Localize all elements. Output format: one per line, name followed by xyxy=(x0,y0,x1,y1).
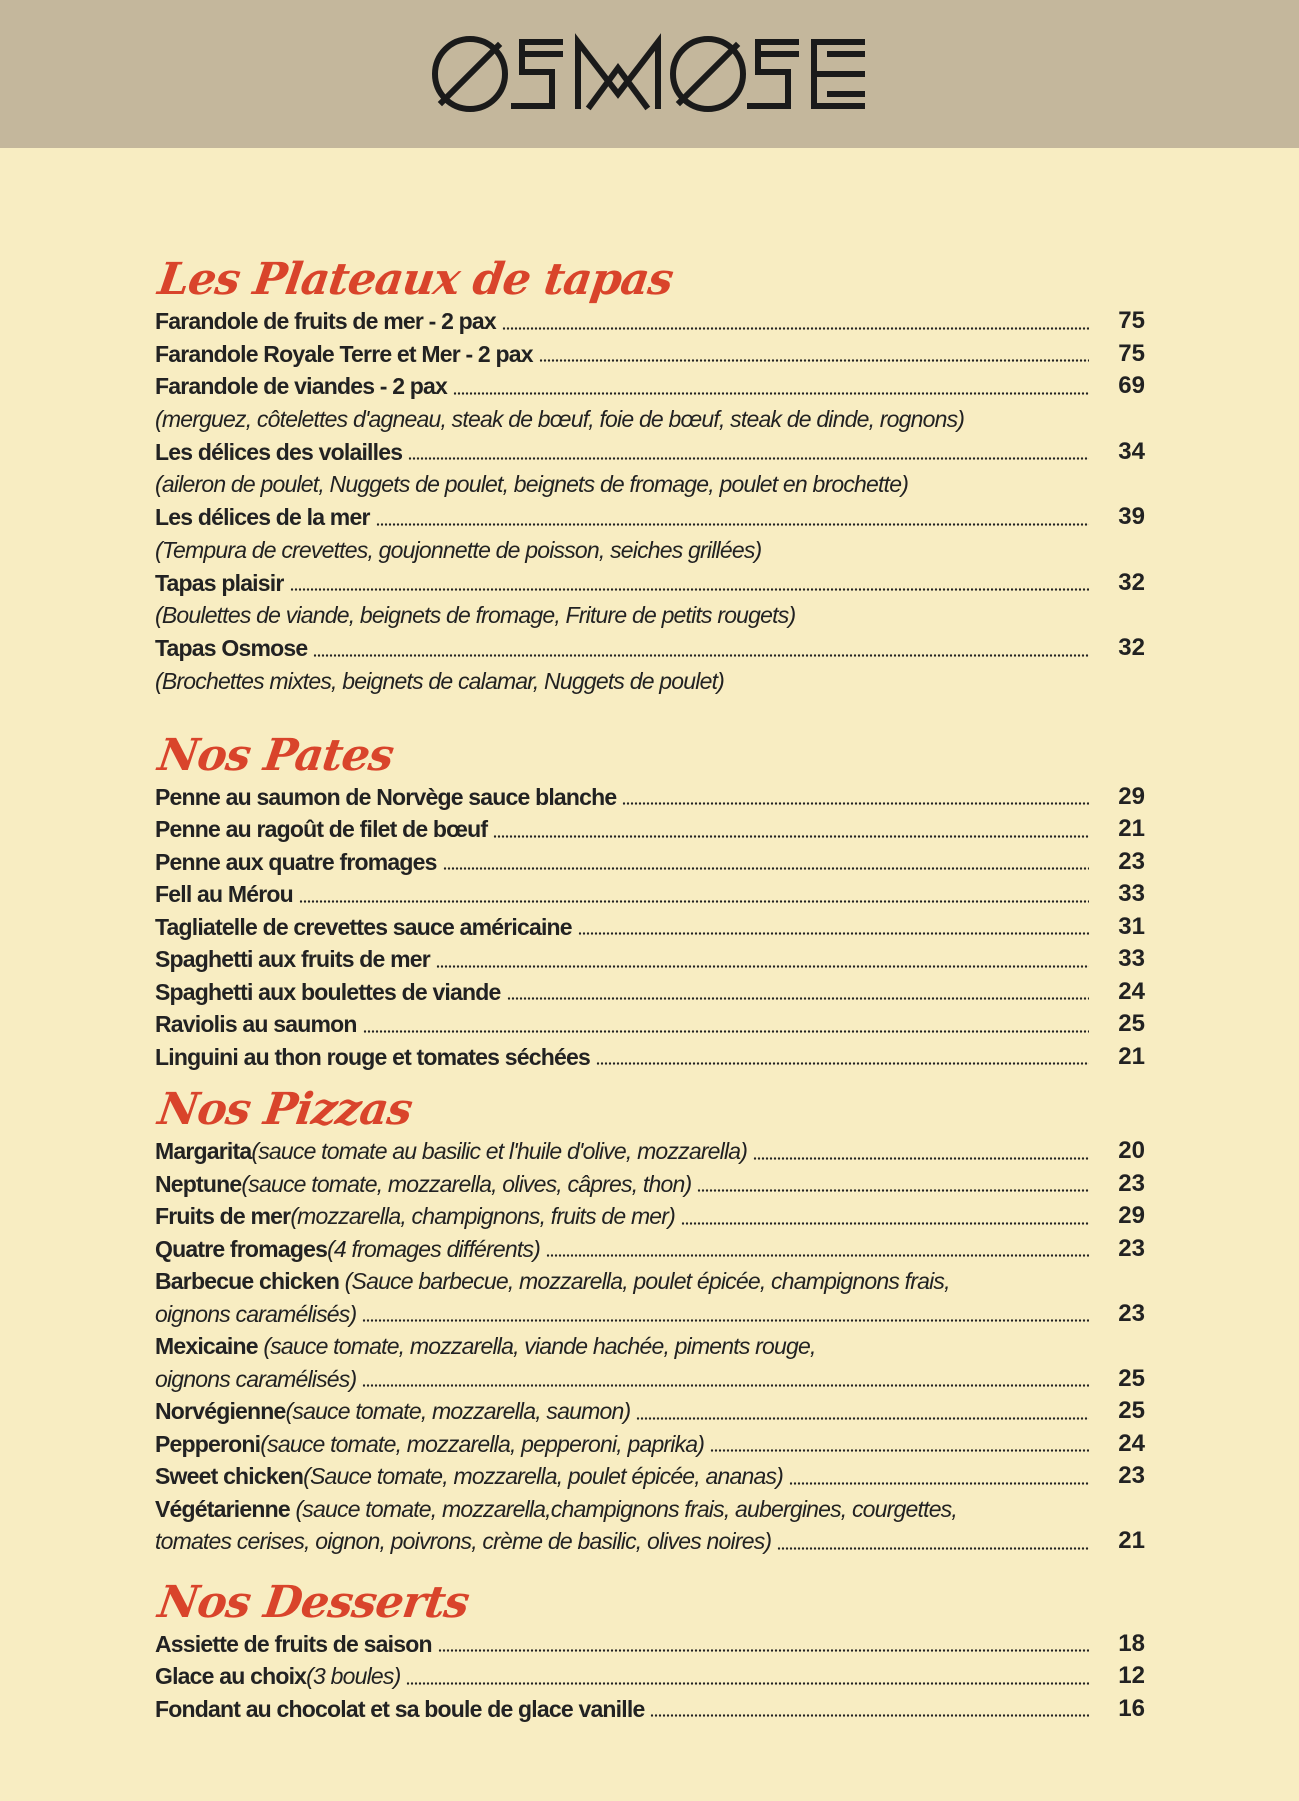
item-description: (sauce tomate, mozzarella, saumon) xyxy=(285,1398,631,1424)
item-name: Fruits de mer xyxy=(155,1203,291,1229)
menu-item xyxy=(155,878,1145,911)
dot-leader xyxy=(313,654,1089,657)
dot-leader xyxy=(408,457,1089,460)
item-price: 29 xyxy=(1118,1202,1145,1229)
dot-leader xyxy=(539,359,1089,362)
item-name: Fondant au chocolat et sa boule de glace vanille xyxy=(155,1695,645,1722)
menu-item xyxy=(155,1200,1145,1233)
item-price: 69 xyxy=(1118,372,1145,399)
item-name: Farandole de viandes - 2 pax xyxy=(155,373,448,399)
item-name: Sweet chicken xyxy=(155,1463,304,1489)
menu-item xyxy=(155,1493,1145,1526)
menu-item-continued xyxy=(155,1363,1145,1396)
item-description: (Boulettes de viande, beignets de fromage, Friture de petits rougets) xyxy=(155,602,796,628)
menu-item xyxy=(155,1008,1145,1041)
menu-item xyxy=(155,846,1145,879)
item-description: (sauce tomate, mozzarella, pepperoni, paprika) xyxy=(260,1430,705,1457)
item-price: 29 xyxy=(1118,782,1145,810)
dot-leader xyxy=(363,1030,1089,1033)
item-name: Quatre fromages xyxy=(155,1235,328,1262)
item-name: Assiette de fruits de saison xyxy=(155,1630,432,1657)
item-name: Penne au ragoût de filet de bœuf xyxy=(155,816,488,842)
item-name: Les délices des volailles xyxy=(155,438,403,465)
menu-item xyxy=(155,911,1145,944)
menu-item xyxy=(155,1330,1145,1363)
item-description: (mozzarella, champignons, fruits de mer) xyxy=(290,1203,676,1229)
section-title-desserts: Nos Desserts xyxy=(155,1576,472,1628)
item-name: Raviolis au saumon xyxy=(155,1011,357,1037)
item-description: oignons caramélisés) xyxy=(155,1365,357,1392)
menu-item xyxy=(155,943,1145,976)
item-price: 24 xyxy=(1118,1429,1145,1457)
menu-item xyxy=(155,1041,1145,1074)
item-price: 33 xyxy=(1118,880,1145,907)
menu-item xyxy=(155,1135,1145,1168)
dot-leader xyxy=(299,900,1089,903)
item-price: 34 xyxy=(1118,437,1145,465)
menu-item xyxy=(155,1265,1145,1298)
dot-leader xyxy=(753,1157,1089,1160)
dot-leader xyxy=(453,392,1089,395)
item-price: 25 xyxy=(1118,1397,1145,1424)
menu-item xyxy=(155,338,1145,371)
dot-leader xyxy=(376,523,1089,526)
item-price: 23 xyxy=(1118,1462,1145,1489)
menu-item xyxy=(155,436,1145,469)
item-name: Tapas plaisir xyxy=(155,569,284,596)
item-price: 21 xyxy=(1118,1527,1145,1554)
item-description: (4 fromages différents) xyxy=(327,1235,541,1262)
dot-leader xyxy=(650,1714,1089,1717)
item-name: Penne au saumon de Norvège sauce blanche xyxy=(155,783,617,810)
menu-item xyxy=(155,501,1145,534)
item-description: (Tempura de crevettes, goujonnette de poisson, seiches grillées) xyxy=(155,536,762,563)
item-price: 31 xyxy=(1118,912,1145,940)
item-price: 16 xyxy=(1118,1694,1145,1722)
dot-leader xyxy=(596,1062,1089,1065)
menu-item xyxy=(155,976,1145,1009)
item-name: Farandole Royale Terre et Mer - 2 pax xyxy=(155,340,533,367)
section-title-pizzas: Nos Pizzas xyxy=(155,1084,415,1135)
pizzas-list xyxy=(155,1135,1145,1558)
item-name: Fell au Mérou xyxy=(155,881,293,907)
dot-leader xyxy=(697,1189,1089,1192)
dot-leader xyxy=(789,1482,1089,1485)
item-description: (Sauce barbecue, mozzarella, poulet épicée, champignons frais, xyxy=(344,1268,950,1294)
menu-item-continued xyxy=(155,1525,1145,1558)
item-description: tomates cerises, oignon, poivrons, crème de basilic, olives noires) xyxy=(155,1528,772,1554)
item-price: 32 xyxy=(1118,568,1145,596)
item-price: 33 xyxy=(1118,945,1145,972)
menu-item-continued xyxy=(155,1298,1145,1331)
item-price: 23 xyxy=(1118,847,1145,875)
section-title-plateaux: Les Plateaux de tapas xyxy=(155,254,676,305)
menu-item xyxy=(155,813,1145,846)
item-price: 23 xyxy=(1118,1169,1145,1197)
item-price: 21 xyxy=(1118,815,1145,842)
menu-item xyxy=(155,567,1145,600)
menu-item xyxy=(155,1233,1145,1266)
dot-leader xyxy=(362,1384,1089,1387)
dot-leader xyxy=(436,965,1089,968)
dot-leader xyxy=(710,1449,1089,1452)
menu-item xyxy=(155,1628,1145,1661)
item-name: Spaghetti aux fruits de mer xyxy=(155,946,430,972)
item-description: (sauce tomate au basilic et l'huile d'olive, mozzarella) xyxy=(251,1138,748,1164)
item-description: (Sauce tomate, mozzarella, poulet épicée, ananas) xyxy=(303,1463,783,1489)
menu-item xyxy=(155,781,1145,814)
item-price: 25 xyxy=(1118,1364,1145,1392)
menu-item xyxy=(155,1428,1145,1461)
dot-leader xyxy=(636,1417,1089,1420)
dot-leader xyxy=(406,1682,1089,1685)
item-price: 25 xyxy=(1118,1010,1145,1037)
item-price: 23 xyxy=(1118,1299,1145,1327)
dot-leader xyxy=(493,835,1089,838)
item-price: 75 xyxy=(1118,307,1145,334)
dot-leader xyxy=(622,802,1089,805)
item-name: Spaghetti aux boulettes de viande xyxy=(155,978,501,1005)
menu-item xyxy=(155,632,1145,665)
item-name: Mexicaine xyxy=(155,1333,258,1359)
osmose-logo xyxy=(430,24,870,124)
section-title-pates: Nos Pates xyxy=(155,729,397,781)
item-name: Neptune xyxy=(155,1170,242,1197)
item-name: Les délices de la mer xyxy=(155,504,370,530)
menu-item xyxy=(155,1395,1145,1428)
dot-leader xyxy=(502,327,1089,330)
item-price: 32 xyxy=(1118,634,1145,661)
item-price: 21 xyxy=(1118,1042,1145,1070)
menu-content xyxy=(155,255,1145,1725)
item-description: (merguez, côtelettes d'agneau, steak de bœuf, foie de bœuf, steak de dinde, rognons) xyxy=(155,405,965,432)
dot-leader xyxy=(362,1319,1089,1322)
item-description: (sauce tomate, mozzarella,champignons frais, aubergines, courgettes, xyxy=(295,1495,957,1522)
item-description: (Brochettes mixtes, beignets de calamar, Nuggets de poulet) xyxy=(155,667,725,694)
dot-leader xyxy=(438,1649,1089,1652)
dot-leader xyxy=(777,1547,1089,1550)
dot-leader xyxy=(290,588,1089,591)
menu-item xyxy=(155,1693,1145,1726)
item-name: Tagliatelle de crevettes sauce américaine xyxy=(155,913,572,940)
menu-item xyxy=(155,370,1145,403)
dot-leader xyxy=(443,867,1089,870)
item-description: oignons caramélisés) xyxy=(155,1300,357,1327)
item-description: (aileron de poulet, Nuggets de poulet, beignets de fromage, poulet en brochette) xyxy=(155,471,909,497)
menu-item xyxy=(155,1168,1145,1201)
item-description: (sauce tomate, mozzarella, olives, câpres, thon) xyxy=(241,1170,692,1197)
menu-item xyxy=(155,1460,1145,1493)
item-name: Farandole de fruits de mer - 2 pax xyxy=(155,308,496,334)
item-description: (sauce tomate, mozzarella, viande hachée, piments rouge, xyxy=(263,1333,816,1359)
dot-leader xyxy=(546,1254,1089,1257)
item-name: Végétarienne xyxy=(155,1495,290,1522)
item-price: 75 xyxy=(1118,339,1145,367)
item-name: Norvégienne xyxy=(155,1398,286,1424)
item-name: Glace au choix xyxy=(155,1663,307,1689)
item-price: 23 xyxy=(1118,1234,1145,1262)
menu-item xyxy=(155,1660,1145,1693)
plateaux-list xyxy=(155,305,1145,698)
item-price: 20 xyxy=(1118,1137,1145,1164)
item-description: (3 boules) xyxy=(306,1663,401,1689)
item-price: 39 xyxy=(1118,503,1145,530)
item-name: Penne aux quatre fromages xyxy=(155,848,437,875)
item-name: Margarita xyxy=(155,1138,252,1164)
item-price: 24 xyxy=(1118,977,1145,1005)
pates-list xyxy=(155,781,1145,1074)
desserts-list xyxy=(155,1628,1145,1726)
header-band xyxy=(0,0,1299,148)
menu-item xyxy=(155,305,1145,338)
dot-leader xyxy=(507,997,1089,1000)
dot-leader xyxy=(578,932,1089,935)
dot-leader xyxy=(681,1222,1089,1225)
item-price: 12 xyxy=(1118,1662,1145,1689)
item-name: Pepperoni xyxy=(155,1430,261,1457)
item-name: Linguini au thon rouge et tomates séchées xyxy=(155,1043,590,1070)
item-price: 18 xyxy=(1118,1629,1145,1657)
item-name: Barbecue chicken xyxy=(155,1268,340,1294)
item-name: Tapas Osmose xyxy=(155,635,308,661)
